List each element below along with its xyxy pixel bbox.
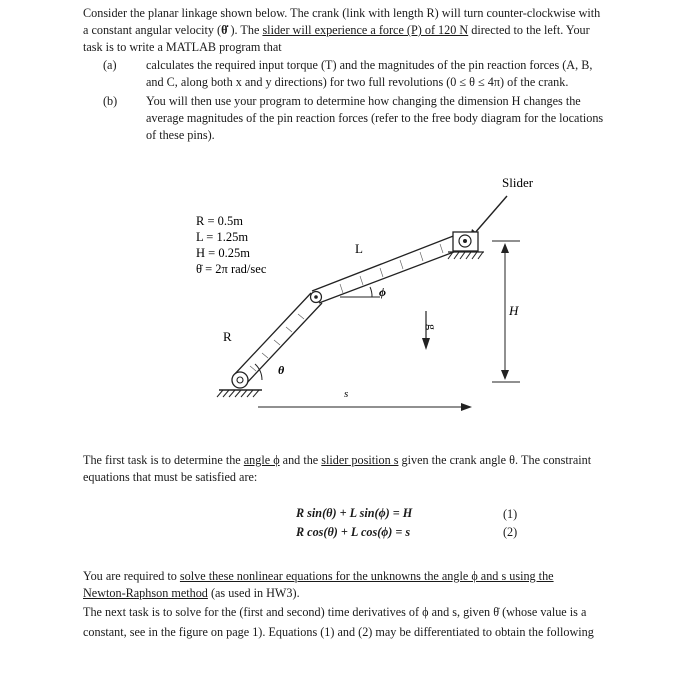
item-b-line-1: You will then use your program to determine how changing the dimension H changes the xyxy=(146,94,581,108)
param-theta-dot: θ̇ = 2π rad/sec xyxy=(196,262,267,276)
connecting-rod-link xyxy=(312,233,467,303)
param-L: L = 1.25m xyxy=(196,230,249,244)
slider-force-link: slider will experience a force (P) of 120 N xyxy=(262,23,469,37)
item-b-line-2: average magnitudes of the pin reaction forces (refer to the free body diagram for the locations xyxy=(146,111,604,125)
task1-line-2: equations that must be satisfied are: xyxy=(83,470,258,484)
slider-ground-hatch xyxy=(448,252,483,259)
pin-a-inner xyxy=(237,377,243,383)
intro-line-2-c: directed to the left. Your xyxy=(468,23,590,37)
slider-pointer-line xyxy=(474,196,507,234)
task2-line-1 xyxy=(83,568,628,585)
item-a-line-2: and C, along both x and y directions) for two full revolutions (0 ≤ θ ≤ 4π) of the crank. xyxy=(146,75,569,89)
task2-line-4: constant, see in the figure on page 1). Equations (1) and (2) may be differentiated to obtain the following xyxy=(83,625,594,639)
task2-line-3: The next task is to solve for the (first and second) time derivatives of ϕ and s, given θ̇ (whose value is a xyxy=(83,605,587,619)
intro-line-3: task is to write a MATLAB program that xyxy=(83,40,282,54)
pin-b-inner xyxy=(314,295,318,299)
h-arrow-up xyxy=(501,243,509,253)
slider-position-term: slider position s xyxy=(321,453,399,467)
item-b-line-3: of these pins). xyxy=(146,128,215,142)
pin-c-inner xyxy=(463,239,467,243)
task2-line-2 xyxy=(83,585,628,602)
theta-dot-symbol: θ̇ xyxy=(221,23,228,37)
gravity-arrowhead xyxy=(422,338,430,350)
item-b-label: (b) xyxy=(103,94,118,108)
equation-1-number: (1) xyxy=(503,507,518,521)
h-arrow-down xyxy=(501,370,509,380)
label-theta: θ xyxy=(278,363,285,377)
item-a-label: (a) xyxy=(103,58,117,72)
equation-2: R cos(θ) + L cos(ϕ) = s xyxy=(296,525,411,539)
slider-label: Slider xyxy=(502,175,534,190)
intro-line-2-a: a constant angular velocity ( xyxy=(83,23,222,37)
task1-c: given the crank angle θ. The constraint xyxy=(398,453,592,467)
intro-line-2-b: ). The xyxy=(227,23,263,37)
crank-hatch xyxy=(250,314,304,371)
theta-arc xyxy=(255,364,262,380)
s-arrowhead xyxy=(461,403,472,411)
equation-1: R sin(θ) + L sin(ϕ) = H xyxy=(296,506,413,520)
param-H: H = 0.25m xyxy=(196,246,250,260)
label-s: s xyxy=(344,388,349,400)
item-a-line-1: calculates the required input torque (T) and the magnitudes of the pin reaction forces (A, B, xyxy=(146,58,593,72)
task1-line-1 xyxy=(83,452,628,469)
task1-a: The first task is to determine the xyxy=(83,453,244,467)
label-g: g xyxy=(425,324,439,330)
newton-raphson-term: Newton-Raphson method xyxy=(83,586,208,600)
task2-a: You are required to xyxy=(83,569,180,583)
param-R: R = 0.5m xyxy=(196,214,243,228)
task2-b: (as used in HW3). xyxy=(207,586,300,600)
intro-line-1: Consider the planar linkage shown below. The crank (link with length R) will turn counter-clockwise with xyxy=(83,6,601,20)
label-phi: ϕ xyxy=(379,285,386,299)
label-R: R xyxy=(223,329,232,344)
label-L: L xyxy=(355,241,363,256)
crank-ground-hatch xyxy=(217,390,259,397)
solve-nonlinear-term: solve these nonlinear equations for the unknowns the angle ϕ and s using the xyxy=(179,569,554,583)
equation-2-number: (2) xyxy=(503,525,518,539)
label-H: H xyxy=(509,303,519,318)
task1-b: and the xyxy=(279,453,322,467)
angle-phi-term: angle ϕ xyxy=(243,453,280,467)
phi-arc xyxy=(370,287,372,297)
